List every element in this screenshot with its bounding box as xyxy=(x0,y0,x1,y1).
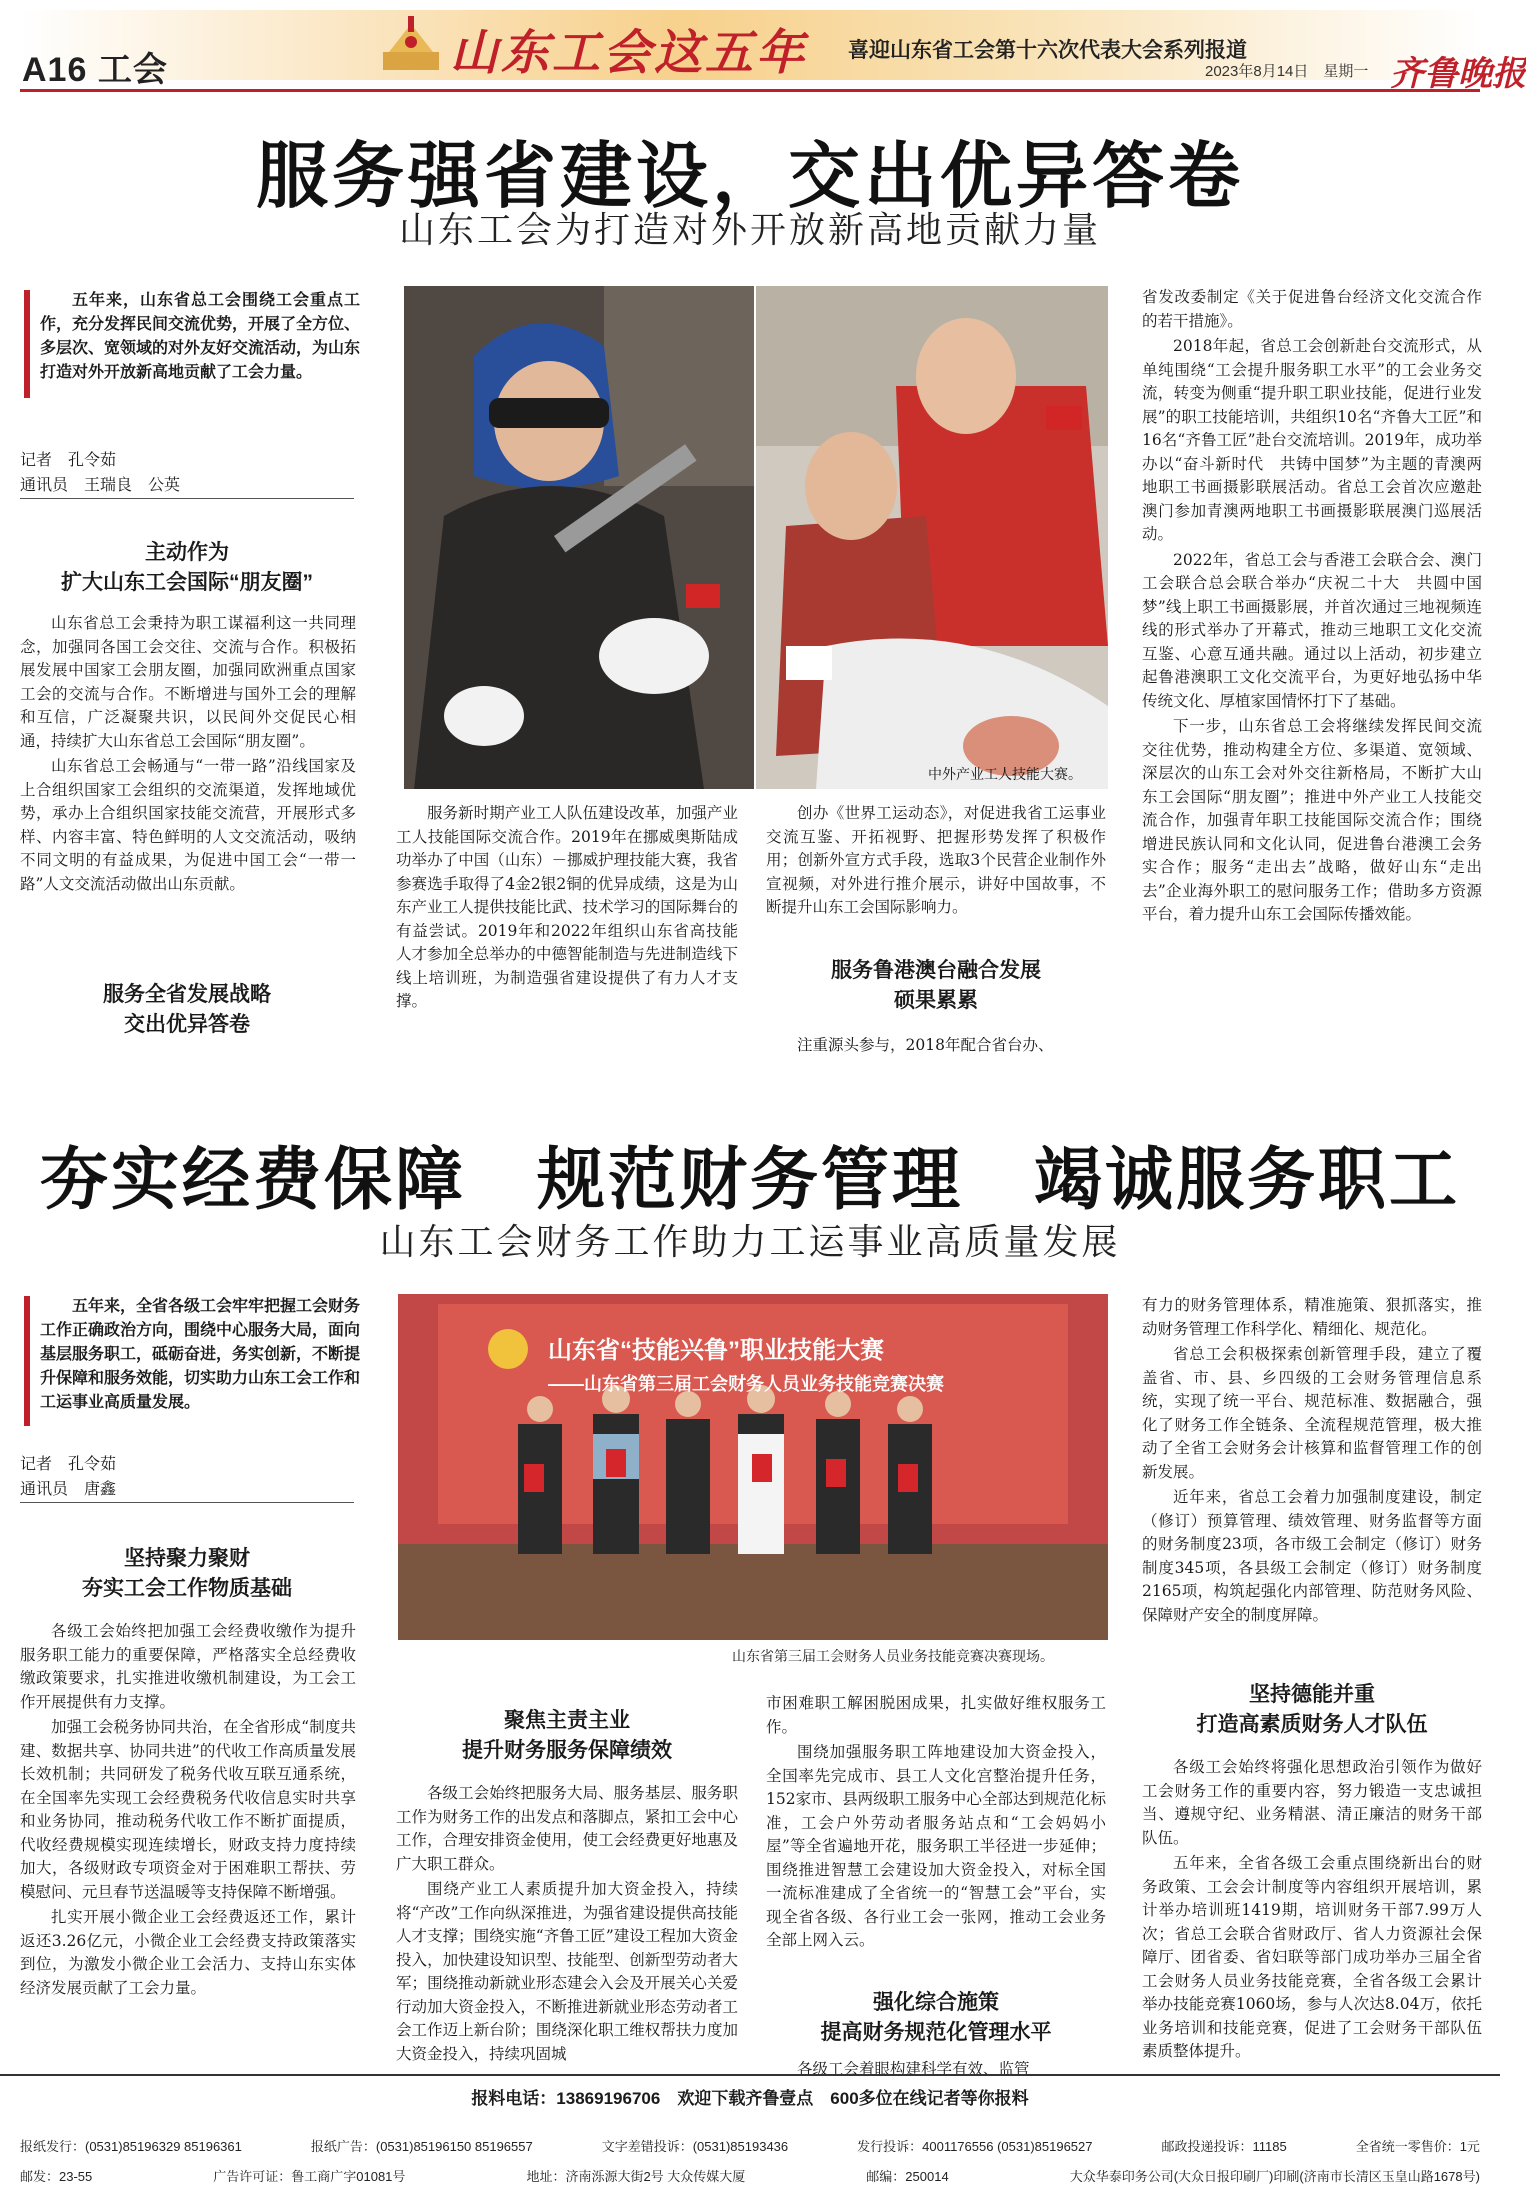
paragraph: 扎实开展小微企业工会经费返还工作，累计返还3.26亿元，小微企业工会经费支持政策落实到位，为激发小微企业工会活力、支持山东实体经济发展贡献了工会力量。 xyxy=(20,1908,356,1997)
article1-section-title: 服务全省发展战略 交出优异答卷 xyxy=(103,983,271,1036)
article1-byline xyxy=(20,448,354,499)
article2-column-4 xyxy=(1142,1294,1482,1629)
article2-photo-caption: 山东省第三届工会财务人员业务技能竞赛决赛现场。 xyxy=(732,1648,1054,1664)
article2-column-1 xyxy=(20,1620,356,2002)
article1-photo-caption: 中外产业工人技能大赛。 xyxy=(928,766,1082,782)
trade-union-landmark-icon xyxy=(375,12,447,76)
article1-headline: 服务强省建设，交出优异答卷 xyxy=(255,133,1244,218)
footer-row-1 xyxy=(20,2136,1480,2155)
paragraph: 有力的财务管理体系，精准施策、狠抓落实，推动财务管理工作科学化、精细化、规范化。 xyxy=(1142,1296,1482,1338)
article1-subheadline: 山东工会为打造对外开放新高地贡献力量 xyxy=(398,209,1101,250)
article2-section-title: 坚持聚力聚财 夯实工会工作物质基础 xyxy=(82,1547,292,1600)
article2-column-4-cont xyxy=(1142,1756,1482,2066)
footer-item: 广告许可证：鲁工商广字01081号 xyxy=(213,2169,406,2184)
paragraph: 创办《世界工运动态》，对促进我省工运事业交流互鉴、开拓视野、把握形势发挥了积极作用；创新外宣方式手段，选取3个民营企业制作外宣视频，对外进行推介展示，讲好中国故事，不断提升山东工会国际影响力。 xyxy=(766,804,1106,916)
paragraph: 下一步，山东省总工会将继续发挥民间交流交往优势，推动构建全方位、多渠道、宽领域、深层次的山东工会对外交往新格局，不断扩大山东工会国际“朋友圈”；推进中外产业工人技能交流合作，加强青年职工技能国际交流合作；围绕增进民族认同和文化认同，促进鲁台港澳工会务实合作；服务“走出去”战略，做好山东“走出去”企业海外职工的慰问服务工作；借助多方资源平台，着力提升山东工会国际传播效能。 xyxy=(1142,717,1482,923)
footer-item: 大众华泰印务公司(大众日报印刷厂)印刷(济南市长清区玉皇山路1678号) xyxy=(1069,2169,1480,2184)
article2-column-2 xyxy=(396,1782,738,2068)
paragraph: 加强工会税务协同共治，在全省形成“制度共建、数据共享、协同共进”的代收工作高质量发展长效机制；共同研发了税务代收互联互通系统，在全国率先实现工会经费税务代收信息实时共享和业务协同，推动税务代收工作不断扩面提质，代收经费规模实现连续增长，财政支持力度持续加大，各级财政专项资金对于困难职工帮扶、劳模慰问、元旦春节送温暖等支持保障不断增强。 xyxy=(20,1718,356,1901)
article1-column-4 xyxy=(1142,286,1482,929)
paragraph: 省发改委制定《关于促进鲁台经济文化交流合作的若干措施》。 xyxy=(1142,288,1482,330)
series-title: 山东工会这五年 xyxy=(450,25,808,81)
article1-lead: 五年来，山东省总工会围绕工会重点工作，充分发挥民间交流优势，开展了全方位、多层次、宽领域的对外友好交流活动，为山东打造对外开放新高地贡献了工会力量。 xyxy=(40,290,361,381)
paragraph: 省总工会积极探索创新管理手段，建立了覆盖省、市、县、乡四级的工会财务管理信息系统，实现了统一平台、规范标准、数据融合，强化了财务工作全链条、全流程规范管理，极大推动了全省工会财务会计核算和监督管理工作的创新发展。 xyxy=(1142,1345,1482,1481)
article1-section-title: 主动作为 扩大山东工会国际“朋友圈” xyxy=(61,541,313,594)
paragraph: 近年来，省总工会着力加强制度建设，制定（修订）预算管理、绩效管理、财务监督等方面的财务制度23项，各市级工会制定（修订）财务制度345项，各县级工会制定（修订）财务制度2165项，构筑起强化内部管理、防范财务风险、保障财产安全的制度屏障。 xyxy=(1142,1488,1482,1624)
paragraph: 各级工会始终将强化思想政治引领作为做好工会财务工作的重要内容，努力锻造一支忠诚担当、遵规守纪、业务精湛、清正廉洁的财务干部队伍。 xyxy=(1142,1758,1482,1847)
article2-column-3 xyxy=(766,1692,1106,1955)
article1-column-3-cont xyxy=(766,1034,1106,1060)
article2-section-title: 强化综合施策 提高财务规范化管理水平 xyxy=(820,1991,1052,2044)
masthead xyxy=(20,4,1526,94)
paragraph: 各级工会始终把服务大局、服务基层、服务职工作为财务工作的出发点和落脚点，紧扣工会中心工作，合理安排资金使用，使工会经费更好地惠及广大职工群众。 xyxy=(396,1784,738,1873)
byline-correspondent: 通讯员 唐鑫 xyxy=(20,1481,117,1498)
issue-date: 2023年8月14日 星期一 xyxy=(1205,63,1369,80)
byline-reporter: 记者 孔令茹 xyxy=(20,452,117,469)
nurse-illustration xyxy=(756,286,1108,789)
paragraph: 2022年，省总工会与香港工会联合会、澳门工会联合总会联合举办“庆祝二十大 共圆中国梦”线上职工书画摄影展，并首次通过三地视频连线的形式举办了开幕式，推动三地职工文化交流互鉴、心意互通共融。通过以上活动，初步建立起鲁港澳职工文化交流平台，为更好地弘扬中华传统文化、厚植家国情怀打下了基础。 xyxy=(1142,550,1482,710)
footer-item: 邮政投递投诉：11185 xyxy=(1161,2139,1287,2154)
footer-item: 报纸发行：(0531)85196329 85196361 xyxy=(20,2139,242,2154)
article2-section-title: 聚焦主责主业 提升财务服务保障绩效 xyxy=(462,1709,672,1762)
byline-reporter: 记者 孔令茹 xyxy=(20,1456,117,1473)
footer-item: 全省统一零售价：1元 xyxy=(1355,2139,1480,2154)
nursing-competition-photo xyxy=(756,286,1108,789)
article1-column-3 xyxy=(766,802,1106,922)
article1-column-1 xyxy=(20,612,356,898)
paragraph: 市困难职工解困脱困成果，扎实做好维权服务工作。 xyxy=(766,1694,1106,1736)
footer-item: 文字差错投诉：(0531)85193436 xyxy=(601,2139,789,2154)
footer-hotline: 报料电话：13869196706 欢迎下载齐鲁壹点 600多位在线记者等你报料 xyxy=(0,2074,1500,2109)
paragraph: 山东省总工会畅通与“一带一路”沿线国家及上合组织国家工会组织的交流渠道，发挥地域优势，承办上合组织国家技能交流营，开展形式多样、内容丰富、特色鲜明的人文交流活动，吸纳不同文明的有益成果，为促进中国工会“一带一路”人文交流活动做出山东贡献。 xyxy=(20,757,356,893)
footer-item: 邮发：23-55 xyxy=(20,2169,93,2184)
article1-column-2 xyxy=(396,802,738,1016)
article2-byline xyxy=(20,1452,354,1503)
series-subtitle: 喜迎山东省工会第十六次代表大会系列报道 xyxy=(848,39,1247,62)
paragraph: 围绕产业工人素质提升加大资金投入，持续将“产改”工作向纵深推进，为强省建设提供高技能人才支撑；围绕实施“齐鲁工匠”建设工程加大资金投入，加快建设知识型、技能型、创新型劳动者大军；围绕推动新就业形态建会入会及开展关心关爱行动加大资金投入，不断推进新就业形态劳动者工会工作迈上新台阶；围绕深化职工维权帮扶力度加大资金投入，持续巩固城 xyxy=(396,1880,738,2063)
byline-correspondent: 通讯员 王瑞良 公英 xyxy=(20,477,181,494)
newspaper-logo: 齐鲁晚报 xyxy=(1390,54,1526,94)
paragraph: 五年来，全省各级工会重点围绕新出台的财务政策、工会会计制度等内容组织开展培训，累计举办培训班1419期，培训财务干部7.99万人次；省总工会联合省财政厅、省人力资源社会保障厅、团省委、省妇联等部门成功举办三届全省工会财务人员业务技能竞赛，全省各级工会累计举办技能竞赛1060场，参与人次达8.04万，依托业务培训和技能竞赛，促进了工会财务干部队伍素质整体提升。 xyxy=(1142,1854,1482,2060)
award-ceremony-photo xyxy=(398,1294,1108,1640)
paragraph: 服务新时期产业工人队伍建设改革，加强产业工人技能国际交流合作。2019年在挪威奥斯陆成功举办了中国（山东）－挪威护理技能大赛，我省参赛选手取得了4金2银2铜的优异成绩，这是为山东产业工人提供技能比武、技术学习的国际舞台的有益尝试。2019年和2022年组织山东省高技能人才参加全总举办的中德智能制造与先进制造线下线上培训班，为制造强省建设提供了有力人才支撑。 xyxy=(396,804,738,1010)
article2-subheadline: 山东工会财务工作助力工运事业高质量发展 xyxy=(379,1221,1121,1262)
footer-item: 地址：济南泺源大街2号 大众传媒大厦 xyxy=(526,2169,746,2184)
banner-subtitle: ——山东省第三届工会财务人员业务技能竞赛决赛 xyxy=(548,1374,944,1394)
banner-title: 山东省“技能兴鲁”职业技能大赛 xyxy=(548,1337,884,1364)
article2-section-title: 坚持德能并重 打造高素质财务人才队伍 xyxy=(1196,1683,1428,1736)
article2-headline: 夯实经费保障 规范财务管理 竭诚服务职工 xyxy=(39,1140,1460,1220)
paragraph: 围绕加强服务职工阵地建设加大资金投入，全国率先完成市、县工人文化宫整治提升任务，152家市、县两级职工服务中心全部达到规范化标准，工会户外劳动者服务站点和“工会妈妈小屋”等全省遍地开花，服务职工半径进一步延伸；围绕推进智慧工会建设加大资金投入，对标全国一流标准建成了全省统一的“智慧工会”平台，实现全省各级、各行业工会一张网，推动工会业务全部上网入云。 xyxy=(766,1743,1106,1949)
paragraph: 山东省总工会秉持为职工谋福利这一共同理念，加强同各国工会交往、交流与合作。积极拓展发展中国家工会朋友圈，加强同欧洲重点国家工会的交流与合作。不断增进与国外工会的理解和互信，广泛凝聚共识，以民间外交促民心相通，持续扩大山东省总工会国际“朋友圈”。 xyxy=(20,614,356,750)
paragraph: 2018年起，省总工会创新赴台交流形式，从单纯围绕“工会提升服务职工水平”的工会业务交流，转变为侧重“提升职工职业技能，促进行业发展”的职工技能培训，共组织10名“齐鲁大工匠”和16名“齐鲁工匠”赴台交流培训。2019年，成功举办以“奋斗新时代 共铸中国梦”为主题的青澳两地职工书画摄影联展活动。省总工会首次应邀赴澳门参加青澳两地职工书画摄影联展澳门巡展活动。 xyxy=(1142,337,1482,543)
welding-competition-photo xyxy=(404,286,754,789)
paragraph: 各级工会着眼构建科学有效、监管 xyxy=(797,2060,1030,2078)
paragraph: 注重源头参与，2018年配合省台办、 xyxy=(797,1036,1054,1054)
welder-illustration xyxy=(404,286,754,789)
page-number: A16 工会 xyxy=(22,51,168,89)
footer-row-2 xyxy=(20,2166,1480,2185)
footer-item: 邮编：250014 xyxy=(866,2169,949,2184)
paragraph: 各级工会始终把加强工会经费收缴作为提升服务职工能力的重要保障，严格落实全总经费收缴政策要求，扎实推进收缴机制建设，为工会工作开展提供有力支撑。 xyxy=(20,1622,356,1711)
article1-section-title: 服务鲁港澳台融合发展 硕果累累 xyxy=(831,959,1041,1012)
footer-item: 报纸广告：(0531)85196150 85196557 xyxy=(310,2139,533,2154)
footer-item: 发行投诉：4001176556 (0531)85196527 xyxy=(857,2139,1093,2154)
article2-lead: 五年来，全省各级工会牢牢把握工会财务工作正确政治方向，围绕中心服务大局，面向基层服务职工，砥砺奋进，务实创新，不断提升保障和服务效能，切实助力山东工会工作和工运事业高质量发展。 xyxy=(40,1296,361,1411)
